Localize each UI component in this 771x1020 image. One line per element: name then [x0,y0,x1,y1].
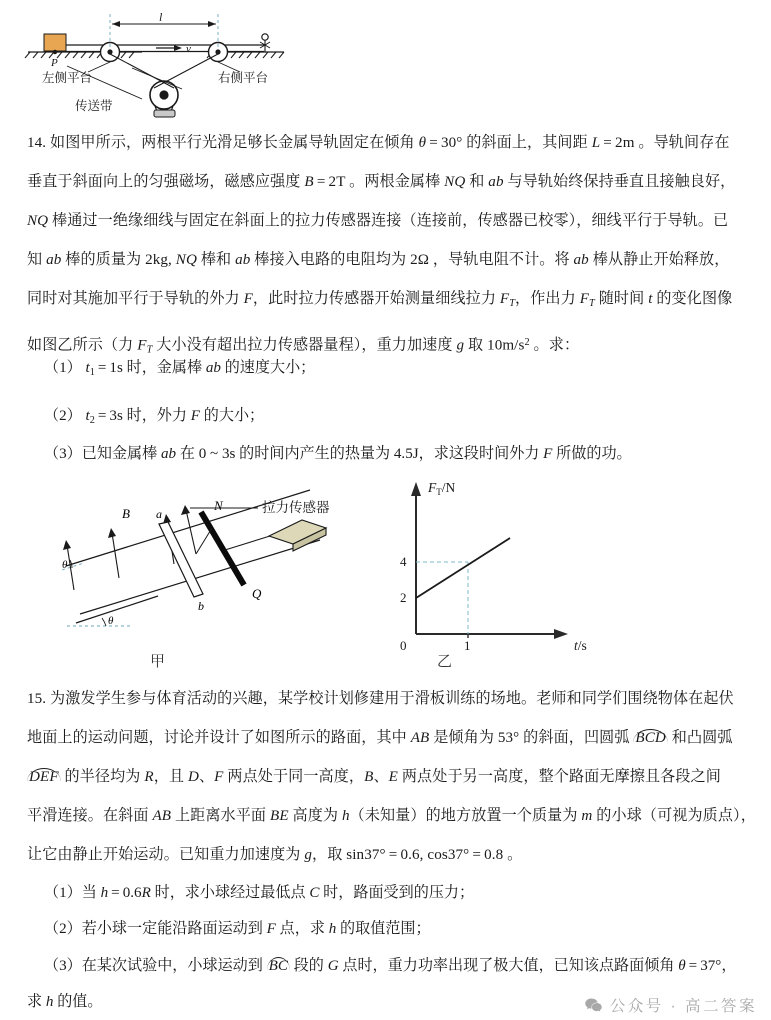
q14-line-4: 知 ab 棒的质量为 2kg, NQ 棒和 ab 棒接入电路的电阻均为 2Ω ，导轨电阻不计。将 ab 棒从静止开始释放， [27,252,730,268]
label-rod-Q: Q [252,586,262,601]
q15-line-5: 让它由静止开始运动。已知重力加速度为 g，取 sin37° = 0.6, cos37° = 0.8 。 [27,847,523,863]
chart-ytick-4: 4 [400,554,407,569]
q15-line-4: 平滑连接。在斜面 AB 上距离水平面 BE 高度为 h（未知量）的地方放置一个质量为 m 的小球（可视为质点）， [27,808,756,824]
label-rod-a: a [156,507,162,521]
chart-data-line [416,538,510,598]
figure-jia-inclined-rails [62,478,372,643]
q15-sub-1: （1）当 h = 0.6R 时，求小球经过最低点 C 时，路面受到的压力； [44,885,475,901]
q14-sub-2: （2） $t_2 = 3s$ 时，外力 F 的大小； [44,408,265,426]
chart-origin-label: 0 [400,638,407,653]
label-point-p: P [51,57,58,69]
q15-sub-3-cont: 求 h 的值。 [27,994,103,1010]
figure-jia-caption: 甲 [150,654,166,670]
label-length-l: l [159,10,163,24]
q15-sub-3: （3）在某次试验中，小球运动到 BC 段的 G 点时，重力功率出现了极大值，已知该点路面倾角 θ = 37°， [44,958,737,974]
q15-line-2: 地面上的运动问题，讨论并设计了如图所示的路面，其中 AB 是倾角为 53° 的斜面，凹圆弧 BCD 和凸圆弧 [27,730,733,746]
figure-yi-caption: 乙 [437,654,453,670]
question-14-body [27,124,745,369]
label-theta-top: θ [62,559,68,571]
q14-line-1: 14. 如图甲所示，两根平行光滑足够长金属导轨固定在倾角 θ = 30° 的斜面上，其间距 L = 2m 。导轨间存在 [27,135,730,151]
label-velocity-v: v [186,43,191,55]
q14-line-6: 如图乙所示（力 $F_T$ 大小没有超出拉力传感器量程），重力加速度 g 取 $10m/s^2$ 。求： [27,336,580,356]
question-15-body [27,680,756,875]
label-rod-N: N [214,498,223,513]
q14-sub-3: （3）已知金属棒 ab 在 0 ~ 3s 的时间内产生的热量为 4.5J，求这段时间外力 F 所做的功。 [44,446,632,462]
label-force-sensor: 拉力传感器 [262,500,330,515]
chart-ylabel-F: F [428,480,437,495]
label-theta-bottom: θ [108,615,114,627]
q14-line-5: 同时对其施加平行于导轨的外力 F，此时拉力传感器开始测量细线拉力 $F_T$，作出力 $F_T$ 随时间 t 的变化图像 [27,291,733,309]
label-conveyor-belt: 传送带 [75,99,113,113]
label-left-platform: 左侧平台 [42,71,93,85]
wechat-icon [584,996,603,1015]
q15-line-3: DEF 的半径均为 R，且 D、F 两点处于同一高度，B、E 两点处于另一高度，整个路面无摩擦且各段之间 [29,769,721,785]
chart-ylabel-sub: T [436,487,442,497]
svg-text:t/s: t/s [574,638,587,653]
conveyor-belt-figure [22,6,292,118]
q14-sub-1: （1） $t_1 = 1s$ 时，金属棒 ab 的速度大小； [44,360,316,378]
watermark [584,994,757,1016]
watermark-text: 公众号 · 高二答案 [609,998,757,1015]
q15-sub-2: （2）若小球一定能沿路面运动到 F 点，求 h 的取值范围； [44,921,431,937]
chart-ylabel-unit: /N [441,480,456,495]
chart-ytick-2: 2 [400,590,407,605]
q15-line-1: 15. 为激发学生参与体育活动的兴趣，某学校计划修建用于滑板训练的场地。老师和同学们围绕物体在起伏 [27,691,734,707]
svg-text:FT/N [427,480,456,497]
label-right-platform: 右侧平台 [218,71,269,85]
q14-line-2: 垂直于斜面向上的匀强磁场，磁感应强度 B = 2T 。两根金属棒 NQ 和 ab 与导轨始终保持垂直且接触良好， [27,174,736,190]
chart-xtick-1: 1 [464,638,471,653]
label-field-B: B [122,506,130,521]
label-rod-b: b [198,599,204,613]
figure-row [0,470,771,675]
chart-ft-vs-t [388,474,638,653]
q14-line-3: NQ 棒通过一绝缘细线与固定在斜面上的拉力传感器连接（连接前，传感器已校零），细线平行于导轨。已 [27,213,729,229]
